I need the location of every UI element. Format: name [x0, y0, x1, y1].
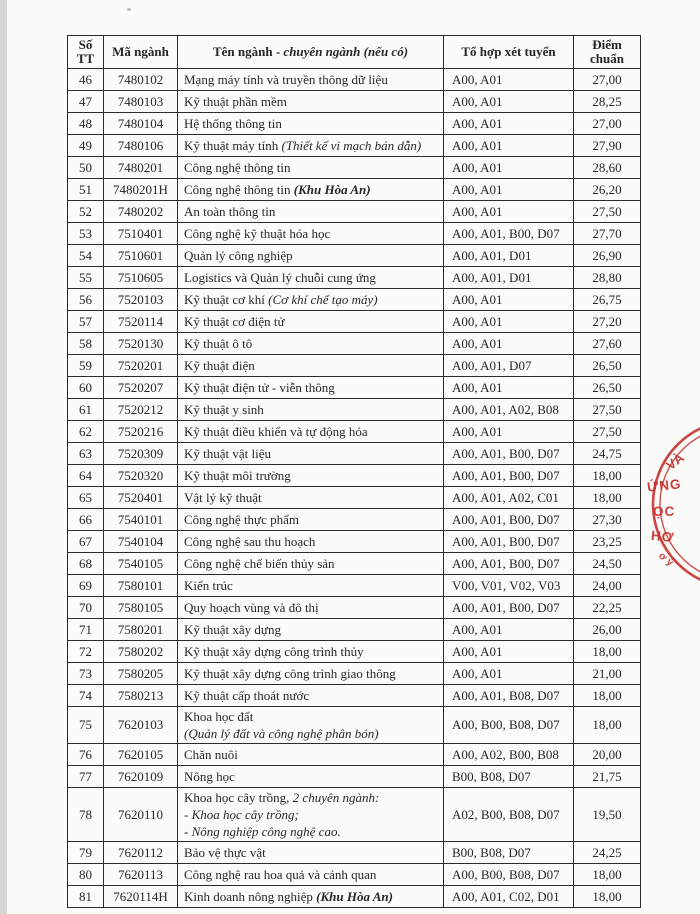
cell-combo: A00, A01, B00, D07 [444, 465, 574, 487]
cell-code: 7520207 [104, 377, 178, 399]
table-row [68, 842, 641, 864]
header-code: Mã ngành [104, 36, 178, 69]
cell-combo: A00, A01 [444, 201, 574, 223]
table-row [68, 157, 641, 179]
cell-code: 7580201 [104, 619, 178, 641]
cell-code: 7620103 [104, 707, 178, 744]
cell-score: 18,00 [574, 487, 641, 509]
table-row [68, 707, 641, 744]
cell-combo: A00, A01 [444, 179, 574, 201]
stamp-text-fragment: VÀ [663, 450, 687, 473]
table-header [68, 36, 641, 69]
cell-code: 7520114 [104, 311, 178, 333]
cell-code: 7480201H [104, 179, 178, 201]
cell-score: 27,60 [574, 333, 641, 355]
cell-code: 7510401 [104, 223, 178, 245]
stamp-text-fragment: HƠ [650, 527, 675, 546]
cell-name: Logistics và Quản lý chuỗi cung ứng [178, 267, 444, 289]
cell-score: 24,00 [574, 575, 641, 597]
cell-code: 7580205 [104, 663, 178, 685]
cell-score: 18,00 [574, 685, 641, 707]
table-row [68, 355, 641, 377]
header-score [574, 36, 641, 69]
cell-name: Chăn nuôi [178, 744, 444, 766]
table-row [68, 91, 641, 113]
cell-combo: A00, A01, D01 [444, 245, 574, 267]
cell-score: 28,25 [574, 91, 641, 113]
cell-score: 27,50 [574, 421, 641, 443]
cell-name: Kỹ thuật vật liệu [178, 443, 444, 465]
table-row [68, 113, 641, 135]
cell-name: Kiến trúc [178, 575, 444, 597]
cell-score: 27,20 [574, 311, 641, 333]
cell-name: Công nghệ chế biến thủy sản [178, 553, 444, 575]
cell-code: 7520212 [104, 399, 178, 421]
cell-code: 7620112 [104, 842, 178, 864]
cell-stt: 73 [68, 663, 104, 685]
cell-combo: A00, A01, B00, D07 [444, 223, 574, 245]
cell-code: 7520216 [104, 421, 178, 443]
cell-combo: B00, B08, D07 [444, 842, 574, 864]
cell-code: 7620113 [104, 864, 178, 886]
cell-stt: 46 [68, 69, 104, 91]
header-stt [68, 36, 104, 69]
cell-code: 7580213 [104, 685, 178, 707]
cell-code: 7480103 [104, 91, 178, 113]
cell-combo: A00, A01 [444, 157, 574, 179]
cell-code: 7480106 [104, 135, 178, 157]
cell-stt: 57 [68, 311, 104, 333]
cell-score: 26,75 [574, 289, 641, 311]
cell-combo: A00, A01 [444, 91, 574, 113]
cell-code: 7580105 [104, 597, 178, 619]
cell-score: 22,25 [574, 597, 641, 619]
header-score-line1: Điểm [592, 37, 622, 52]
cell-score: 27,70 [574, 223, 641, 245]
cell-name: Kỹ thuật y sinh [178, 399, 444, 421]
table-row [68, 685, 641, 707]
cell-code: 7580202 [104, 641, 178, 663]
cell-score: 23,25 [574, 531, 641, 553]
cell-score: 27,30 [574, 509, 641, 531]
table-row [68, 766, 641, 788]
cell-code: 7620114H [104, 886, 178, 908]
cell-code: 7620105 [104, 744, 178, 766]
cell-combo: A00, A01 [444, 113, 574, 135]
cell-combo: A00, A01, B00, D07 [444, 553, 574, 575]
cell-code: 7480201 [104, 157, 178, 179]
cell-name: Vật lý kỹ thuật [178, 487, 444, 509]
cell-code: 7520401 [104, 487, 178, 509]
table-row [68, 575, 641, 597]
cell-code: 7540105 [104, 553, 178, 575]
cell-score: 21,75 [574, 766, 641, 788]
cell-name: Khoa học đất (Quản lý đất và công nghệ phân bón) [178, 707, 444, 744]
table-row [68, 744, 641, 766]
cell-combo: A00, A01 [444, 663, 574, 685]
cell-name: Kỹ thuật cơ điện tử [178, 311, 444, 333]
cell-name: Khoa học cây trồng, 2 chuyên ngành: - Khoa học cây trồng; - Nông nghiệp công nghệ cao. [178, 788, 444, 842]
cell-code: 7620109 [104, 766, 178, 788]
header-row [68, 36, 641, 69]
table-body [68, 69, 641, 908]
cell-stt: 52 [68, 201, 104, 223]
cell-combo: A00, A01 [444, 619, 574, 641]
scan-edge-shadow [0, 0, 7, 914]
table-row [68, 179, 641, 201]
table-row [68, 597, 641, 619]
cell-code: 7520103 [104, 289, 178, 311]
cell-stt: 60 [68, 377, 104, 399]
cell-code: 7510605 [104, 267, 178, 289]
cell-stt: 81 [68, 886, 104, 908]
cell-stt: 64 [68, 465, 104, 487]
cell-name: Nông học [178, 766, 444, 788]
table-row [68, 223, 641, 245]
admission-scores-table [67, 35, 641, 908]
cell-score: 20,00 [574, 744, 641, 766]
cell-combo: A00, A01, C02, D01 [444, 886, 574, 908]
cell-score: 18,00 [574, 465, 641, 487]
stamp-text-fragment: ơ ỷ [656, 550, 676, 569]
cell-combo: B00, B08, D07 [444, 766, 574, 788]
cell-name: Kỹ thuật điều khiển và tự động hóa [178, 421, 444, 443]
cell-stt: 48 [68, 113, 104, 135]
header-name-main: Tên ngành - [212, 44, 284, 59]
cell-name: Kỹ thuật xây dựng công trình thủy [178, 641, 444, 663]
table-row [68, 487, 641, 509]
cell-combo: A00, A01 [444, 421, 574, 443]
cell-stt: 49 [68, 135, 104, 157]
cell-combo: V00, V01, V02, V03 [444, 575, 574, 597]
cell-stt: 61 [68, 399, 104, 421]
cell-name: Kỹ thuật cấp thoát nước [178, 685, 444, 707]
cell-score: 18,00 [574, 641, 641, 663]
table-row [68, 421, 641, 443]
cell-combo: A00, A01 [444, 69, 574, 91]
cell-combo: A00, A01 [444, 333, 574, 355]
cell-stt: 79 [68, 842, 104, 864]
cell-stt: 59 [68, 355, 104, 377]
table-row [68, 886, 641, 908]
cell-combo: A00, A01 [444, 289, 574, 311]
table-row [68, 399, 641, 421]
cell-combo: A00, A01, B00, D07 [444, 509, 574, 531]
cell-stt: 62 [68, 421, 104, 443]
table-row [68, 443, 641, 465]
cell-stt: 69 [68, 575, 104, 597]
cell-stt: 65 [68, 487, 104, 509]
cell-name: Kỹ thuật môi trường [178, 465, 444, 487]
cell-score: 26,20 [574, 179, 641, 201]
header-name [178, 36, 444, 69]
cell-code: 7620110 [104, 788, 178, 842]
cell-stt: 56 [68, 289, 104, 311]
cell-code: 7540101 [104, 509, 178, 531]
cell-code: 7520130 [104, 333, 178, 355]
cell-score: 28,60 [574, 157, 641, 179]
cell-combo: A00, B00, B08, D07 [444, 864, 574, 886]
cell-stt: 51 [68, 179, 104, 201]
cell-name: Hệ thống thông tin [178, 113, 444, 135]
cell-score: 24,50 [574, 553, 641, 575]
cell-stt: 55 [68, 267, 104, 289]
cell-code: 7480104 [104, 113, 178, 135]
table-row [68, 69, 641, 91]
table-row [68, 531, 641, 553]
cell-name: Kỹ thuật điện tử - viễn thông [178, 377, 444, 399]
cell-name: Mạng máy tính và truyền thông dữ liệu [178, 69, 444, 91]
cell-name: Bảo vệ thực vật [178, 842, 444, 864]
cell-combo: A00, A01, B00, D07 [444, 531, 574, 553]
cell-code: 7580101 [104, 575, 178, 597]
stamp-text-fragment: ỨNG [646, 476, 683, 495]
cell-score: 27,50 [574, 399, 641, 421]
cell-score: 18,00 [574, 886, 641, 908]
cell-name: Kỹ thuật máy tính (Thiết kế vi mạch bán dẫn) [178, 135, 444, 157]
cell-score: 27,90 [574, 135, 641, 157]
table-row [68, 619, 641, 641]
table-row [68, 465, 641, 487]
cell-stt: 71 [68, 619, 104, 641]
cell-score: 19,50 [574, 788, 641, 842]
table-row [68, 201, 641, 223]
cell-combo: A00, A01 [444, 311, 574, 333]
cell-score: 27,50 [574, 201, 641, 223]
cell-name: Quản lý công nghiệp [178, 245, 444, 267]
cell-name: An toàn thông tin [178, 201, 444, 223]
cell-score: 24,25 [574, 842, 641, 864]
cell-combo: A00, A01, B08, D07 [444, 685, 574, 707]
cell-stt: 74 [68, 685, 104, 707]
cell-stt: 47 [68, 91, 104, 113]
cell-stt: 78 [68, 788, 104, 842]
red-stamp [644, 418, 700, 594]
cell-code: 7520320 [104, 465, 178, 487]
cell-combo: A00, A01, B00, D07 [444, 443, 574, 465]
cell-name: Kỹ thuật xây dựng [178, 619, 444, 641]
cell-name: Công nghệ sau thu hoạch [178, 531, 444, 553]
cell-combo: A00, A01, A02, C01 [444, 487, 574, 509]
table-row [68, 864, 641, 886]
cell-name: Kỹ thuật điện [178, 355, 444, 377]
header-name-italic: chuyên ngành (nếu có) [283, 44, 409, 59]
cell-combo: A00, B00, B08, D07 [444, 707, 574, 744]
scan-speck [127, 8, 131, 11]
cell-score: 21,00 [574, 663, 641, 685]
cell-stt: 53 [68, 223, 104, 245]
table-row [68, 788, 641, 842]
cell-stt: 77 [68, 766, 104, 788]
cell-score: 26,90 [574, 245, 641, 267]
header-combo: Tổ hợp xét tuyển [444, 36, 574, 69]
cell-name: Kỹ thuật xây dựng công trình giao thông [178, 663, 444, 685]
cell-score: 18,00 [574, 864, 641, 886]
table-row [68, 641, 641, 663]
cell-code: 7520309 [104, 443, 178, 465]
cell-combo: A00, A01, D01 [444, 267, 574, 289]
header-score-line2: chuẩn [590, 51, 624, 66]
cell-code: 7480202 [104, 201, 178, 223]
table-row [68, 135, 641, 157]
cell-code: 7540104 [104, 531, 178, 553]
cell-combo: A00, A02, B00, B08 [444, 744, 574, 766]
cell-combo: A00, A01 [444, 377, 574, 399]
cell-name: Công nghệ thông tin (Khu Hòa An) [178, 179, 444, 201]
cell-combo: A00, A01 [444, 641, 574, 663]
cell-name: Kỹ thuật phần mềm [178, 91, 444, 113]
cell-name: Công nghệ rau hoa quả và cảnh quan [178, 864, 444, 886]
stamp-rings-icon [644, 418, 700, 594]
table-row [68, 509, 641, 531]
table-row [68, 553, 641, 575]
cell-stt: 68 [68, 553, 104, 575]
cell-code: 7480102 [104, 69, 178, 91]
stamp-text-fragment: ỌC [653, 504, 676, 519]
table-row [68, 311, 641, 333]
cell-stt: 58 [68, 333, 104, 355]
cell-score: 27,00 [574, 113, 641, 135]
cell-combo: A02, B00, B08, D07 [444, 788, 574, 842]
cell-stt: 66 [68, 509, 104, 531]
cell-score: 26,50 [574, 355, 641, 377]
cell-name: Kỹ thuật ô tô [178, 333, 444, 355]
cell-name: Công nghệ thực phẩm [178, 509, 444, 531]
table-row [68, 333, 641, 355]
cell-stt: 72 [68, 641, 104, 663]
cell-score: 24,75 [574, 443, 641, 465]
table-row [68, 377, 641, 399]
cell-score: 26,00 [574, 619, 641, 641]
cell-combo: A00, A01 [444, 135, 574, 157]
header-stt-line1: Số [78, 37, 93, 52]
cell-combo: A00, A01, D07 [444, 355, 574, 377]
cell-combo: A00, A01, B00, D07 [444, 597, 574, 619]
cell-code: 7520201 [104, 355, 178, 377]
cell-score: 27,00 [574, 69, 641, 91]
cell-stt: 76 [68, 744, 104, 766]
cell-stt: 67 [68, 531, 104, 553]
cell-combo: A00, A01, A02, B08 [444, 399, 574, 421]
cell-stt: 80 [68, 864, 104, 886]
cell-name: Quy hoạch vùng và đô thị [178, 597, 444, 619]
cell-name: Kinh doanh nông nghiệp (Khu Hòa An) [178, 886, 444, 908]
cell-stt: 75 [68, 707, 104, 744]
cell-stt: 50 [68, 157, 104, 179]
cell-code: 7510601 [104, 245, 178, 267]
table-row [68, 289, 641, 311]
cell-name: Công nghệ kỹ thuật hóa học [178, 223, 444, 245]
cell-score: 28,80 [574, 267, 641, 289]
cell-stt: 63 [68, 443, 104, 465]
cell-score: 26,50 [574, 377, 641, 399]
header-stt-line2: TT [76, 51, 95, 66]
cell-name: Kỹ thuật cơ khí (Cơ khí chế tạo máy) [178, 289, 444, 311]
table-row [68, 245, 641, 267]
cell-stt: 54 [68, 245, 104, 267]
cell-name: Công nghệ thông tin [178, 157, 444, 179]
table-row [68, 663, 641, 685]
table-row [68, 267, 641, 289]
cell-stt: 70 [68, 597, 104, 619]
cell-score: 18,00 [574, 707, 641, 744]
